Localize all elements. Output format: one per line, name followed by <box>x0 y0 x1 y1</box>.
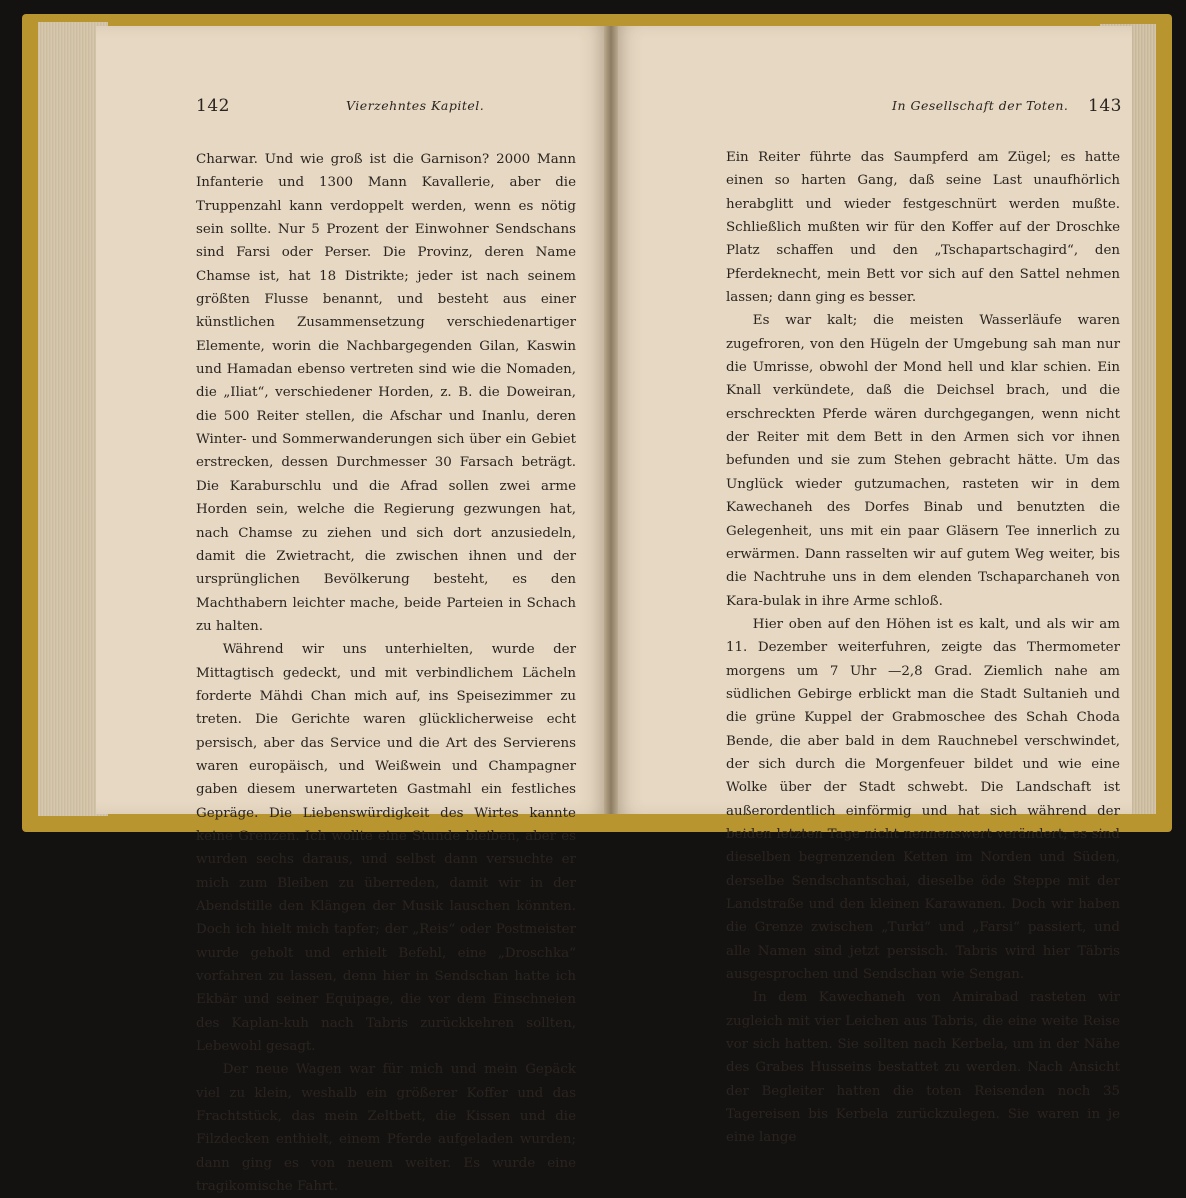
left-paragraph-2: Während wir uns unterhielten, wurde der Mittagtisch gedeckt, und mit verbindlichem Lächeln forderte Mähdi Chan mich auf, ins Speisezimmer zu treten. Die Gerichte waren glücklicherweise echt persisch, aber das Service und die Art des Servierens waren europäisch, und Weißwein und Champagner gaben diesem unerwarteten Gastmahl ein festliches Gepräge. Die Liebenswürdigkeit des Wirtes kannte keine Grenzen. Ich wollte eine Stunde bleiben, aber es wurden sechs daraus, und selbst dann versuchte er mich zum Bleiben zu überreden, damit wir in der Abendstille den Klängen der Musik lauschen könnten. Doch ich hielt mich tapfer; der „Reis“ oder Postmeister wurde geholt und erhielt Befehl, eine „Droschka“ vorfahren zu lassen, denn hier in Sendschan hatte ich Ekbär und seiner Equipage, die vor dem Einschneien des Kaplan-kuh nach Tabris zurückkehren sollten, Lebewohl gesagt. <box>196 642 576 1055</box>
left-page-body <box>196 148 576 1198</box>
right-running-head <box>732 96 1122 116</box>
left-running-title: Vierzehntes Kapitel. <box>346 98 485 113</box>
right-paragraph-3: Hier oben auf den Höhen ist es kalt, und als wir am 11. Dezember weiterfuhren, zeigte das Thermometer morgens um 7 Uhr —2,8 Grad. Ziemlich nahe am südlichen Gebirge erblickt man die Stadt Sultanieh und die grüne Kuppel der Grabmoschee des Schah Choda Bende, die aber bald in dem Rauchnebel verschwindet, der sich durch die Morgenfeuer bildet und wie eine Wolke über der Stadt schwebt. Die Landschaft ist außerordentlich einförmig und hat sich während der beiden letzten Tage nicht nennenswert verändert; es sind dieselben begrenzenden Ketten im Norden und Süden, derselbe Sendschantschai, dieselbe öde Steppe mit der Landstraße und den kleinen Karawanen. Doch wir haben die Grenze zwischen „Turki“ und „Farsi“ passiert, und alle Namen sind jetzt persisch. Tabris wird hier Täbris ausgesprochen und Sendschan wie Sengan. <box>726 616 1120 983</box>
right-paragraph-1: Ein Reiter führte das Saumpferd am Zügel; es hatte einen so harten Gang, daß seine Last unaufhörlich herabglitt und wieder festgeschnürt werden mußte. Schließlich mußten wir für den Koffer auf der Droschke Platz schaffen und den „Tschapartschagird“, den Pferdeknecht, mein Bett vor sich auf den Sattel nehmen lassen; dann ging es besser. <box>726 150 1120 306</box>
right-running-title: In Gesellschaft der Toten. <box>892 98 1069 113</box>
right-page-number: 143 <box>1088 96 1122 116</box>
left-page <box>96 26 610 1195</box>
book-gutter <box>604 26 618 814</box>
right-page-body <box>726 146 1120 1150</box>
right-paragraph-2: Es war kalt; die meisten Wasserläufe waren zugefroren, von den Hügeln der Umgebung sah man nur die Umrisse, obwohl der Mond hell und klar schien. Ein Knall verkündete, daß die Deichsel brach, und die erschreckten Pferde wären durchgegangen, wenn nicht der Reiter mit dem Bett in den Armen sich vor ihnen befunden und sie zum Stehen gebracht hätte. Um das Unglück wieder gutzumachen, rasteten wir in dem Kawechaneh des Dorfes Binab und benutzten die Gelegenheit, uns mit ein paar Gläsern Tee innerlich zu erwärmen. Dann rasselten wir auf gutem Weg weiter, bis die Nachtruhe uns in dem elenden Tschaparchaneh von Kara-bulak in ihre Arme schloß. <box>726 313 1120 609</box>
left-paragraph-1: Charwar. Und wie groß ist die Garnison? 2000 Mann Infanterie und 1300 Mann Kavallerie, aber die Truppenzahl kann verdoppelt werden, wenn es nötig sein sollte. Nur 5 Prozent der Einwohner Sendschans sind Farsi oder Perser. Die Provinz, deren Name Chamse ist, hat 18 Distrikte; jeder ist nach seinem größten Flusse benannt, und besteht aus einer künstlichen Zusammensetzung verschiedenartiger Elemente, worin die Nachbargegenden Gilan, Kaswin und Hamadan ebenso vertreten sind wie die Nomaden, die „Iliat“, verschiedener Horden, z. B. die Doweiran, die 500 Reiter stellen, die Afschar und Inanlu, deren Winter- und Sommerwanderungen sich über ein Gebiet erstrecken, dessen Durchmesser 30 Farsach beträgt. Die Karaburschlu und die Afrad sollen zwei arme Horden sein, welche die Regierung gezwungen hat, nach Chamse zu ziehen und sich dort anzusiedeln, damit die Zwietracht, die zwischen ihnen und der ursprünglichen Bevölkerung besteht, es den Machthabern leichter mache, beide Parteien in Schach zu halten. <box>196 152 576 634</box>
right-paragraph-4: In dem Kawechaneh von Amirabad rasteten wir zugleich mit vier Leichen aus Tabris, die eine weite Reise vor sich hatten. Sie sollten nach Kerbela, um in der Nähe des Grabes Husseins bestattet zu werden. Nach Ansicht der Begleiter hatten die toten Reisenden noch 35 Tagereisen bis Kerbela zurückzulegen. Sie waren in je eine lange <box>726 990 1120 1146</box>
left-running-head <box>196 96 576 116</box>
left-paragraph-3: Der neue Wagen war für mich und mein Gepäck viel zu klein, weshalb ein größerer Koffer und das Frachtstück, das mein Zeltbett, die Kissen und die Filzdecken enthielt, einem Pferde aufgeladen wurden; dann ging es von neuem weiter. Es wurde eine tragikomische Fahrt. <box>196 1062 576 1195</box>
right-page <box>612 26 1132 1146</box>
left-page-number: 142 <box>196 96 230 116</box>
